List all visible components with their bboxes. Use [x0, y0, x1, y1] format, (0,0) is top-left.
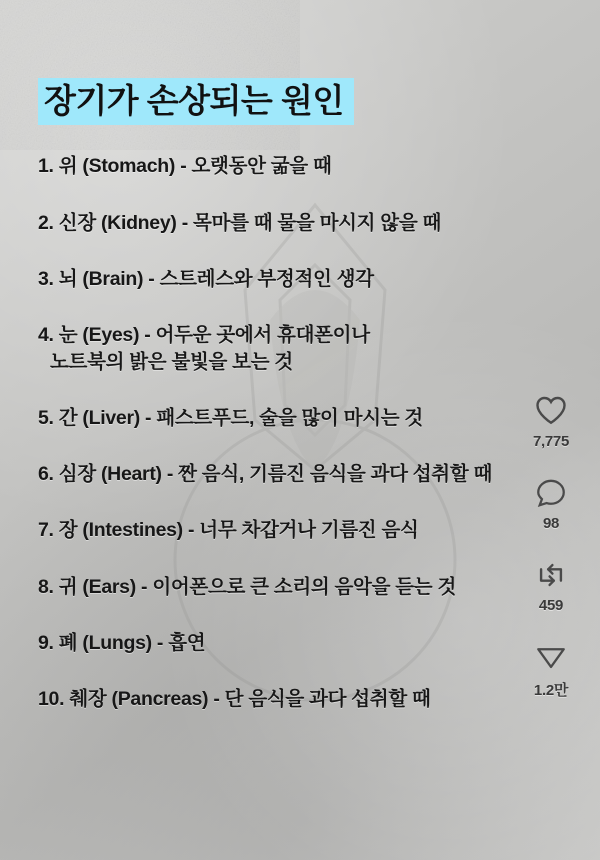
- cause-list: [0, 153, 600, 712]
- list-item-text: 3. 뇌 (Brain) - 스트레스와 부정적인 생각: [38, 267, 374, 290]
- list-item: [38, 630, 600, 656]
- list-item-text: 9. 폐 (Lungs) - 흡연: [38, 632, 206, 655]
- list-item-text-second-line: 노트북의 밝은 불빛을 보는 것: [50, 350, 293, 373]
- comment-icon[interactable]: [533, 476, 569, 510]
- action-rail: [520, 392, 582, 700]
- list-item-text: 2. 신장 (Kidney) - 목마를 때 물을 마시지 않을 때: [38, 211, 442, 234]
- list-item-text: 1. 위 (Stomach) - 오랫동안 굶을 때: [38, 155, 332, 178]
- comment-action[interactable]: [533, 476, 569, 532]
- page-title: 장기가 손상되는 원인: [38, 78, 354, 125]
- send-action[interactable]: [532, 640, 570, 700]
- list-item: [38, 153, 600, 179]
- repost-icon[interactable]: [533, 558, 569, 592]
- like-count: 7,775: [532, 433, 570, 450]
- list-item-text: 6. 심장 (Heart) - 짠 음식, 기름진 음식을 과다 섭취할 때: [38, 463, 493, 486]
- send-count: 1.2만: [533, 682, 569, 699]
- list-item: [38, 405, 600, 431]
- list-item: [38, 517, 600, 543]
- list-item: [38, 686, 600, 712]
- list-item: [38, 266, 600, 292]
- title-wrapper: [0, 78, 600, 125]
- comment-count: 98: [542, 515, 560, 532]
- list-item-text: 4. 눈 (Eyes) - 어두운 곳에서 휴대폰이나: [38, 324, 370, 347]
- list-item: [38, 461, 600, 487]
- list-item: [38, 210, 600, 236]
- heart-icon[interactable]: [532, 392, 570, 428]
- share-action[interactable]: [533, 558, 569, 614]
- list-item: [38, 322, 600, 375]
- list-item-text: 10. 췌장 (Pancreas) - 단 음식을 과다 섭취할 때: [38, 688, 431, 711]
- list-item-text: 5. 간 (Liver) - 패스트푸드, 술을 많이 마시는 것: [38, 406, 423, 429]
- like-action[interactable]: [532, 392, 570, 450]
- list-item-text: 7. 장 (Intestines) - 너무 차갑거나 기름진 음식: [38, 519, 419, 542]
- share-count: 459: [538, 597, 564, 614]
- send-icon[interactable]: [532, 640, 570, 674]
- list-item-text: 8. 귀 (Ears) - 이어폰으로 큰 소리의 음악을 듣는 것: [38, 575, 456, 598]
- list-item: [38, 574, 600, 600]
